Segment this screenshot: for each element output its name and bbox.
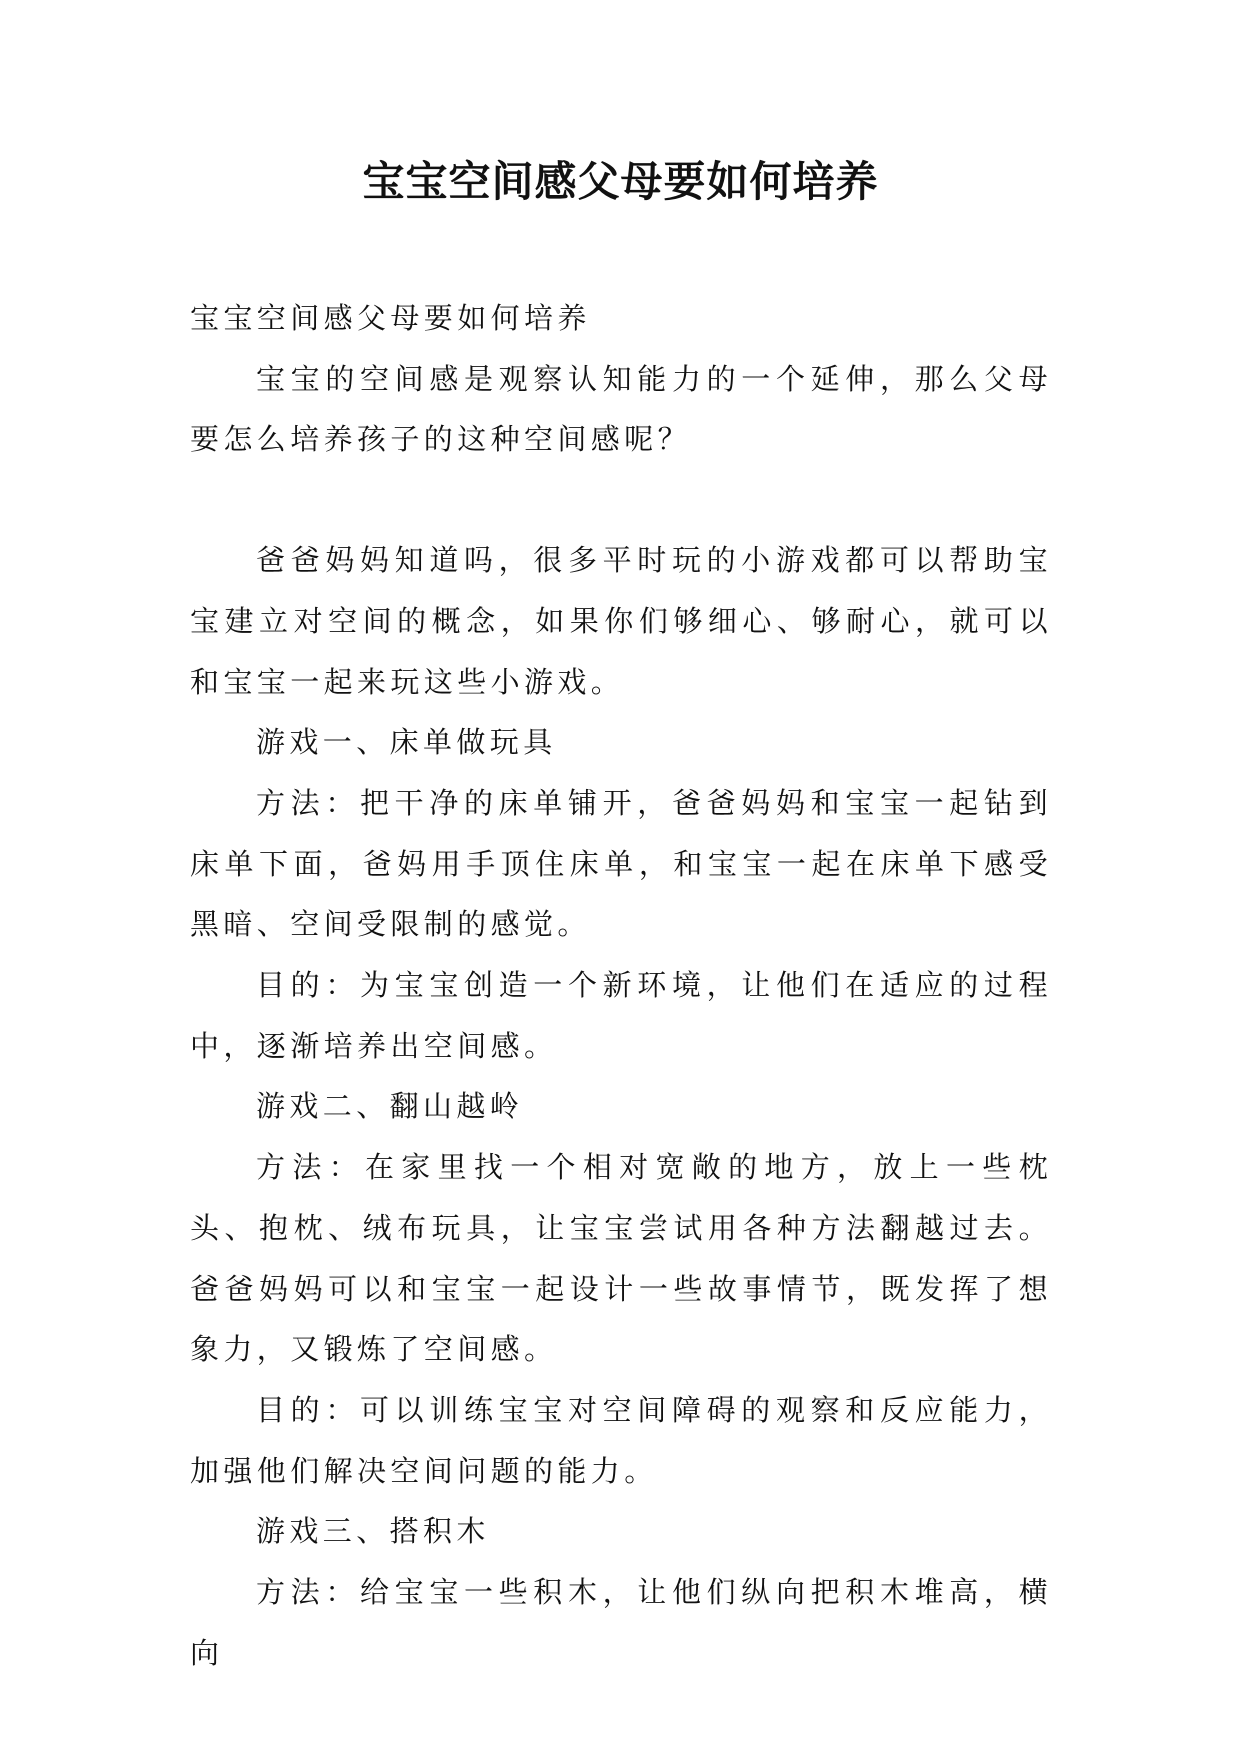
game2-purpose-paragraph: 目的：可以训练宝宝对空间障碍的观察和反应能力，加强他们解决空间问题的能力。 [190,1392,1052,1488]
game2-heading: 游戏二、翻山越岭 [256,1089,524,1124]
game1-method-paragraph: 方法：把干净的床单铺开，爸爸妈妈和宝宝一起钻到床单下面，爸妈用手顶住床单，和宝宝一起在床单下感受黑暗、空间受限制的感觉。 [190,785,1052,942]
game3-heading: 游戏三、搭积木 [256,1514,490,1549]
game1-heading: 游戏一、床单做玩具 [256,725,557,760]
document-title: 宝宝空间感父母要如何培养 [362,157,879,206]
paragraph-gap [190,470,1052,530]
game1-purpose-paragraph: 目的：为宝宝创造一个新环境，让他们在适应的过程中，逐渐培养出空间感。 [190,968,1052,1063]
document-body [190,288,1052,1683]
body-paragraph: 爸爸妈妈知道吗，很多平时玩的小游戏都可以帮助宝宝建立对空间的概念，如果你们够细心、够耐心，就可以和宝宝一起来玩这些小游戏。 [190,543,1052,699]
subtitle-paragraph: 宝宝空间感父母要如何培养 [190,301,591,335]
game3-method-paragraph: 方法：给宝宝一些积木，让他们纵向把积木堆高，横向 [190,1575,1052,1670]
game2-method-paragraph: 方法：在家里找一个相对宽敞的地方，放上一些枕头、抱枕、绒布玩具，让宝宝尝试用各种方法翻越过去。爸爸妈妈可以和宝宝一起设计一些故事情节，既发挥了想象力，又锻炼了空间感。 [190,1150,1052,1367]
intro-paragraph: 宝宝的空间感是观察认知能力的一个延伸，那么父母要怎么培养孩子的这种空间感呢？ [190,361,1052,457]
